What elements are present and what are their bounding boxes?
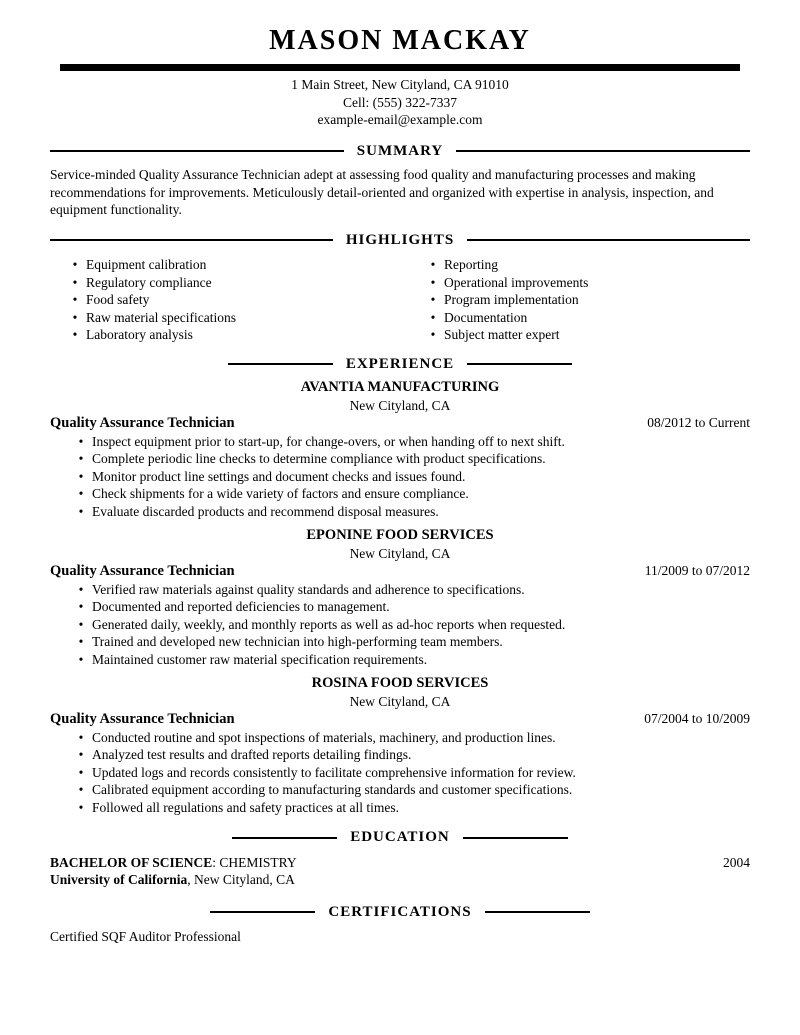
highlight-item — [422, 291, 750, 309]
job-bullet — [70, 746, 750, 764]
job-bullet — [70, 651, 750, 669]
job-dates: 08/2012 to Current — [647, 415, 750, 430]
job-bullet-text: Inspect equipment prior to start-up, for change-overs, or when handing off to next shift. — [92, 433, 565, 449]
highlight-item — [64, 326, 400, 344]
bullet-icon: • — [78, 764, 84, 780]
section-title-summary: SUMMARY — [356, 142, 444, 159]
highlight-item — [422, 309, 750, 327]
job-bullet-text: Followed all regulations and safety practices at all times. — [92, 799, 400, 815]
bullet-icon: • — [72, 309, 78, 325]
job-bullet-text: Trained and developed new technician into high-performing team members. — [92, 634, 503, 649]
highlight-text: Regulatory compliance — [86, 274, 212, 290]
bullet-icon: • — [430, 274, 436, 290]
job-title: Quality Assurance Technician — [50, 711, 235, 727]
bullet-icon: • — [430, 327, 436, 342]
bullet-icon: • — [72, 257, 78, 272]
contact-phone: Cell: (555) 322-7337 — [343, 94, 457, 110]
experience-job — [50, 379, 750, 520]
section-rule — [50, 239, 333, 241]
job-title-row — [50, 562, 750, 581]
section-header-summary — [50, 143, 750, 161]
header-bar — [60, 64, 740, 71]
highlight-item — [422, 274, 750, 292]
job-bullet-text: Analyzed test results and drafted reports detailing findings. — [92, 747, 412, 762]
section-title-highlights: HIGHLIGHTS — [345, 231, 455, 248]
section-rule — [210, 911, 315, 913]
highlight-text: Laboratory analysis — [86, 327, 193, 342]
job-bullet — [70, 450, 750, 468]
education-degree-bold: BACHELOR OF SCIENCE — [50, 854, 213, 870]
bullet-icon: • — [78, 486, 84, 501]
job-bullet-text: Conducted routine and spot inspections of materials, machinery, and production lines. — [92, 729, 556, 745]
contact-email: example-email@example.com — [317, 112, 483, 127]
company-location: New Cityland, CA — [349, 397, 451, 413]
bullet-icon: • — [430, 292, 436, 307]
education-school-bold: University of California — [50, 872, 188, 887]
highlight-text: Documentation — [444, 309, 528, 325]
education-year: 2004 — [723, 854, 750, 870]
job-bullet-text: Updated logs and records consistently to facilitate comprehensive information for review. — [92, 764, 576, 780]
bullet-icon: • — [78, 503, 84, 519]
highlight-text: Reporting — [444, 257, 498, 272]
job-bullet — [70, 581, 750, 599]
highlight-item — [64, 309, 400, 327]
highlight-item — [64, 291, 400, 309]
highlight-item — [422, 256, 750, 274]
job-bullet-text: Monitor product line settings and document checks and issues found. — [92, 468, 466, 484]
job-title: Quality Assurance Technician — [50, 563, 235, 579]
section-header-experience — [50, 356, 750, 374]
section-title-experience: EXPERIENCE — [345, 355, 455, 372]
job-bullet-text: Maintained customer raw material specification requirements. — [92, 651, 428, 667]
job-bullet — [70, 598, 750, 616]
bullet-icon: • — [78, 433, 84, 449]
company-location: New Cityland, CA — [349, 545, 451, 561]
job-bullet — [70, 781, 750, 799]
bullet-icon: • — [78, 729, 84, 745]
highlights-column-right — [400, 256, 750, 344]
job-bullet-text: Verified raw materials against quality standards and adherence to specifications. — [92, 581, 525, 597]
job-bullet-list — [50, 433, 750, 521]
job-bullet — [70, 729, 750, 747]
job-bullet — [70, 764, 750, 782]
section-rule — [50, 150, 344, 152]
highlight-text: Subject matter expert — [444, 327, 560, 342]
certification-item: Certified SQF Auditor Professional — [50, 929, 241, 944]
highlight-item — [422, 326, 750, 344]
bullet-icon: • — [72, 292, 78, 307]
bullet-icon: • — [78, 782, 84, 797]
job-bullet-text: Evaluate discarded products and recommend disposal measures. — [92, 503, 439, 519]
job-bullet-text: Check shipments for a wide variety of factors and ensure compliance. — [92, 486, 469, 501]
job-bullet-text: Generated daily, weekly, and monthly reports as well as ad-hoc reports when requested. — [92, 616, 566, 632]
job-bullet-list — [50, 729, 750, 817]
contact-address: 1 Main Street, New Cityland, CA 91010 — [291, 77, 509, 92]
bullet-icon: • — [430, 257, 436, 272]
company-name: ROSINA FOOD SERVICES — [311, 675, 489, 691]
education-degree-rest: : CHEMISTRY — [212, 854, 297, 870]
section-title-education: EDUCATION — [350, 829, 450, 845]
section-rule — [485, 911, 590, 913]
job-dates: 11/2009 to 07/2012 — [644, 563, 750, 578]
section-rule — [467, 363, 572, 365]
section-rule — [228, 363, 333, 365]
education-school-rest: , New Cityland, CA — [187, 872, 295, 887]
highlight-item — [64, 256, 400, 274]
bullet-icon: • — [78, 581, 84, 597]
bullet-icon: • — [78, 651, 84, 667]
bullet-icon: • — [78, 451, 84, 466]
job-bullet-text: Documented and reported deficiencies to management. — [92, 599, 390, 614]
section-rule — [232, 837, 337, 839]
bullet-icon: • — [78, 616, 84, 632]
job-bullet — [70, 503, 750, 521]
resume-name: MASON MACKAY — [269, 25, 531, 56]
bullet-icon: • — [430, 309, 436, 325]
job-dates: 07/2004 to 10/2009 — [644, 711, 750, 726]
bullet-icon: • — [72, 274, 78, 290]
summary-text: Service-minded Quality Assurance Technician adept at assessing food quality and manufacturing processes and making recommendations for improvements. Meticulously detail-oriented and organized with expertise in analysis, inspection, and equipment functionality. — [50, 167, 714, 217]
bullet-icon: • — [72, 327, 78, 342]
bullet-icon: • — [78, 599, 84, 614]
highlight-text: Operational improvements — [444, 274, 589, 290]
highlight-text: Raw material specifications — [86, 309, 236, 325]
job-bullet — [70, 633, 750, 651]
section-rule — [456, 150, 750, 152]
job-title: Quality Assurance Technician — [50, 415, 235, 431]
section-header-certifications — [50, 904, 750, 922]
education-degree — [50, 854, 297, 872]
job-bullet-text: Calibrated equipment according to manufacturing standards and customer specifications. — [92, 782, 573, 797]
job-bullet-list — [50, 581, 750, 669]
experience-job — [50, 527, 750, 668]
highlight-text: Food safety — [86, 292, 150, 307]
bullet-icon: • — [78, 634, 84, 649]
bullet-icon: • — [78, 468, 84, 484]
bullet-icon: • — [78, 747, 84, 762]
section-header-education — [50, 829, 750, 847]
job-bullet-text: Complete periodic line checks to determine compliance with product specifications. — [92, 451, 546, 466]
highlight-item — [64, 274, 400, 292]
company-location: New Cityland, CA — [349, 693, 451, 709]
job-title-row — [50, 414, 750, 433]
job-title-row — [50, 710, 750, 729]
education-degree-row — [50, 854, 750, 872]
job-bullet — [70, 799, 750, 817]
section-title-certifications: CERTIFICATIONS — [328, 903, 472, 920]
education-school — [50, 871, 750, 889]
section-header-highlights — [50, 232, 750, 250]
job-bullet — [70, 433, 750, 451]
highlights-column-left — [50, 256, 400, 344]
bullet-icon: • — [78, 799, 84, 815]
highlight-text: Equipment calibration — [86, 257, 207, 272]
job-bullet — [70, 485, 750, 503]
section-rule — [463, 837, 568, 839]
company-name: AVANTIA MANUFACTURING — [300, 379, 500, 395]
highlights-columns — [50, 256, 750, 344]
company-name: EPONINE FOOD SERVICES — [306, 527, 494, 543]
highlight-text: Program implementation — [444, 292, 579, 307]
job-bullet — [70, 468, 750, 486]
job-bullet — [70, 616, 750, 634]
section-rule — [467, 239, 750, 241]
experience-job — [50, 675, 750, 816]
